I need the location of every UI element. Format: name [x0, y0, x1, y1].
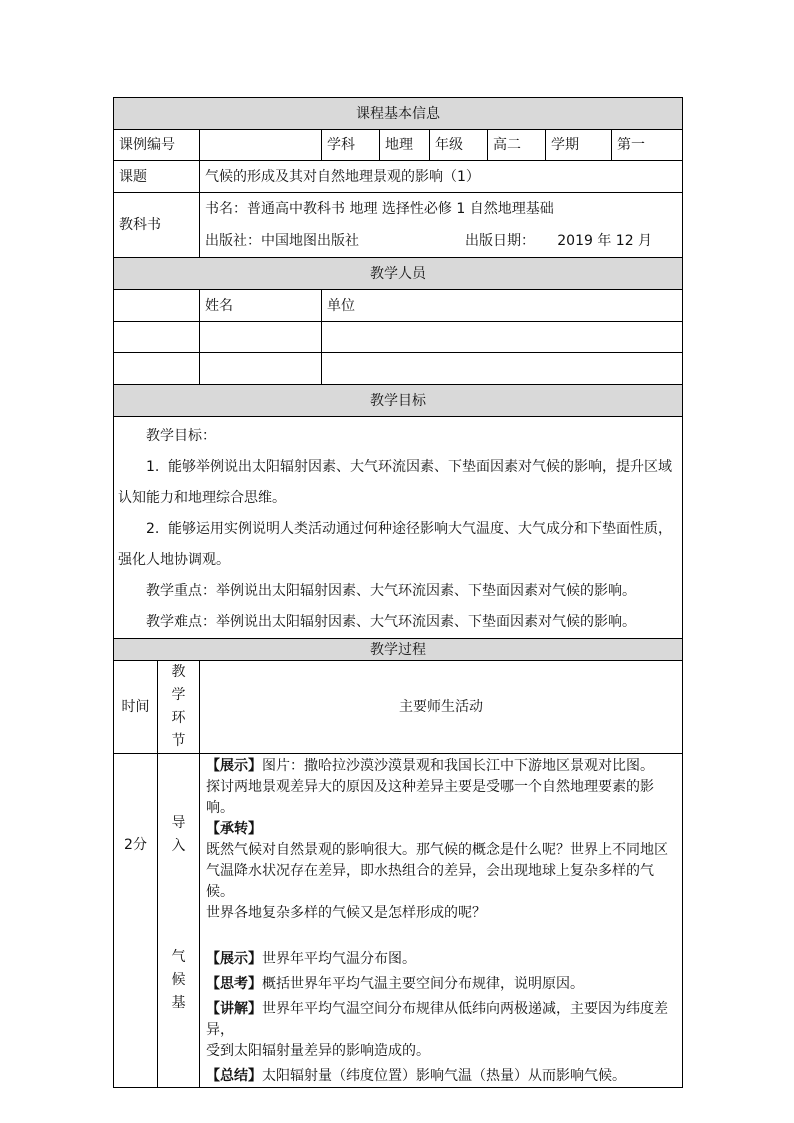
- stage-char: 候: [171, 972, 186, 988]
- tag-think: 【思考】: [206, 976, 262, 992]
- term-label: 学期: [546, 130, 612, 161]
- topic-value: 气候的形成及其对自然地理景观的影响（1）: [200, 161, 683, 193]
- stage-char: 导: [171, 815, 186, 831]
- explain-1-text: 世界年平均气温空间分布规律从低纬向两极递减，主要因为纬度差异，: [206, 1001, 668, 1038]
- activity-explain-2: 受到太阳辐射量差异的影响造成的。: [206, 1043, 430, 1059]
- section-objectives: 教学目标: [114, 385, 683, 417]
- objective-1: [118, 452, 678, 483]
- staff-row2-name: [200, 353, 322, 385]
- objective-2-text-b: 强化人地协调观。: [118, 552, 230, 568]
- time-cell: 2分: [114, 754, 158, 1088]
- textbook-info: [200, 193, 683, 258]
- stage-char: 基: [171, 995, 186, 1011]
- tag-explain: 【讲解】: [206, 1001, 262, 1017]
- pub-date-label: 出版日期：: [465, 233, 535, 249]
- stage-cell: [158, 754, 200, 1088]
- stage-char: 气: [171, 949, 186, 965]
- textbook-label: 教科书: [114, 193, 200, 258]
- section-staff: 教学人员: [114, 258, 683, 290]
- activity-turn-3: 世界各地复杂多样的气候又是怎样形成的呢？: [206, 905, 486, 921]
- col-stage-header: [158, 661, 200, 754]
- objective-2: [118, 514, 678, 545]
- lesson-plan-table: [113, 97, 683, 1088]
- summary-text: 太阳辐射量（纬度位置）影响气温（热量）从而影响气候。: [262, 1068, 626, 1084]
- col-stage-char: 节: [171, 733, 186, 749]
- activity-line-2: 探讨两地景观差异大的原因及这种差异主要是受哪一个自然地理要素的影响。: [206, 779, 654, 816]
- tag-show-2: 【展示】: [206, 951, 262, 967]
- think-text: 概括世界年平均气温主要空间分布规律，说明原因。: [262, 976, 584, 992]
- grade-value: 高二: [488, 130, 546, 161]
- publisher: 出版社：中国地图出版社: [205, 233, 359, 249]
- section-basic-info: 课程基本信息: [114, 98, 683, 130]
- pub-date: [465, 225, 652, 257]
- difficulty: 教学难点：举例说出太阳辐射因素、大气环流因素、下垫面因素对气候的影响。: [146, 614, 636, 630]
- grade-label: 年级: [430, 130, 488, 161]
- staff-row1-name: [200, 322, 322, 353]
- activity-show-2: [206, 949, 679, 970]
- subject-label: 学科: [322, 130, 380, 161]
- staff-blank: [114, 290, 200, 322]
- objective-1-no: 1.: [146, 459, 160, 475]
- publisher-line: [205, 225, 677, 257]
- tag-turn: 【承转】: [206, 821, 262, 837]
- staff-row2-unit: [322, 353, 683, 385]
- activity-cell: [200, 754, 683, 1088]
- show-1-text: 图片：撒哈拉沙漠沙漠景观和我国长江中下游地区景观对比图。: [262, 758, 654, 774]
- activity-turn-tag: [206, 819, 679, 840]
- objective-2-text-a: 能够运用实例说明人类活动通过何种途径影响大气温度、大气成分和下垫面性质，: [168, 521, 672, 537]
- subject-value: 地理: [380, 130, 430, 161]
- key-point: 教学重点：举例说出太阳辐射因素、大气环流因素、下垫面因素对气候的影响。: [146, 583, 636, 599]
- stage-char: 入: [171, 838, 186, 854]
- objective-1-text-b: 认知能力和地理综合思维。: [118, 490, 286, 506]
- case-no-label: 课例编号: [114, 130, 200, 161]
- col-stage-char: 学: [171, 687, 186, 703]
- col-time-header: 时间: [114, 661, 158, 754]
- staff-name-header: 姓名: [200, 290, 322, 322]
- activity-turn-1: 既然气候对自然景观的影响很大。那气候的概念是什么呢？世界上不同地区: [206, 842, 668, 858]
- stage-climate: [158, 858, 199, 1015]
- objectives-heading: 教学目标：: [146, 428, 216, 444]
- spacer: [206, 924, 679, 945]
- tag-show: 【展示】: [206, 758, 262, 774]
- activity-show-1: [206, 756, 679, 777]
- tag-summary: 【总结】: [206, 1068, 262, 1084]
- activity-explain-1: [206, 999, 679, 1041]
- staff-row1-role: [114, 322, 200, 353]
- col-stage-char: 环: [171, 710, 186, 726]
- case-no-value: [200, 130, 322, 161]
- staff-unit-header: 单位: [322, 290, 683, 322]
- section-process: 教学过程: [114, 639, 683, 661]
- col-activity-header: 主要师生活动: [200, 661, 683, 754]
- show-2-text: 世界年平均气温分布图。: [262, 951, 416, 967]
- col-stage-char: 教: [171, 664, 186, 680]
- activity-turn-2: 气温降水状况存在差异，即水热组合的差异，会出现地球上复杂多样的气候。: [206, 863, 654, 900]
- term-value: 第一: [612, 130, 683, 161]
- objectives-body: [114, 417, 683, 639]
- book-name: 书名：普通高中教科书 地理 选择性必修 1 自然地理基础: [205, 201, 554, 217]
- stage-intro: [158, 754, 199, 858]
- objective-1-text-a: 能够举例说出太阳辐射因素、大气环流因素、下垫面因素对气候的影响，提升区域: [168, 459, 672, 475]
- activity-think: [206, 974, 679, 995]
- objective-2-no: 2.: [146, 521, 160, 537]
- pub-date-value: 2019 年 12 月: [557, 233, 653, 249]
- topic-label: 课题: [114, 161, 200, 193]
- activity-summary: [206, 1066, 679, 1087]
- staff-row2-role: [114, 353, 200, 385]
- staff-row1-unit: [322, 322, 683, 353]
